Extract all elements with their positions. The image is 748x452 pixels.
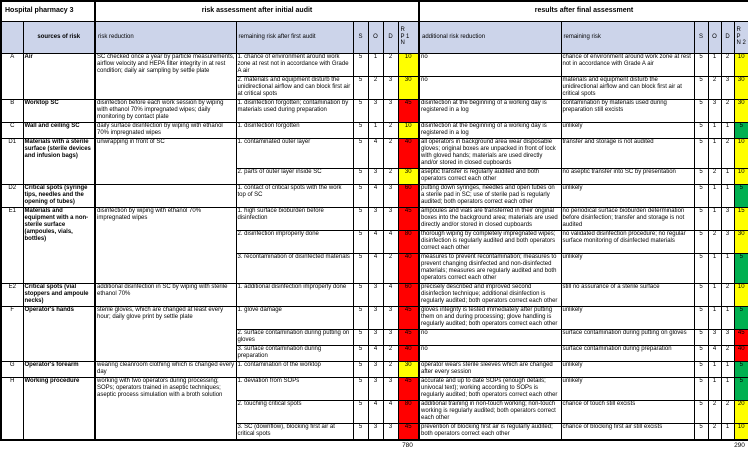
table-row-E1-1 xyxy=(1,207,748,230)
occurrence-1-cell: 3 xyxy=(368,99,383,122)
occurrence-1-cell: 3 xyxy=(368,306,383,329)
col-header-occurrence-2: O xyxy=(708,21,721,53)
severity-1-cell: 5 xyxy=(353,400,368,423)
remaining-risk-first-audit-cell: 1. disinfection forgotten; contamination by materials used during preparation xyxy=(236,99,353,122)
rpn1-cell: 60 xyxy=(398,184,419,207)
occurrence-1-cell: 1 xyxy=(368,53,383,76)
occurrence-2-cell: 1 xyxy=(708,306,721,329)
remaining-risk-first-audit-cell: 1. contamination of the worktop xyxy=(236,361,353,377)
risk-reduction-cell: disinfection by wiping with ethanol 70% impregnated wipes xyxy=(95,207,236,283)
row-id: H xyxy=(1,377,23,440)
additional-risk-reduction-cell: no xyxy=(419,76,561,99)
rpn2-cell: 30 xyxy=(734,230,748,253)
column-header-row xyxy=(1,21,748,53)
rpn2-cell: 5 xyxy=(734,377,748,400)
severity-1-cell: 5 xyxy=(353,306,368,329)
detection-1-cell: 3 xyxy=(383,306,398,329)
rpn1-cell: 45 xyxy=(398,207,419,230)
remaining-risk-first-audit-cell: 3. recontamination of disinfected materials xyxy=(236,253,353,283)
remaining-risk-final-cell: surface contamination during putting on gloves xyxy=(561,329,694,345)
occurrence-2-cell: 2 xyxy=(708,76,721,99)
severity-2-cell: 5 xyxy=(694,423,708,440)
rpn1-cell: 45 xyxy=(398,306,419,329)
risk-reduction-cell: disinfection before each work session by wiping with ethanol 70% impregnated wipes; daily monitoring by contact plate xyxy=(95,99,236,122)
remaining-risk-final-cell: contamination by materials used during preparation still excists xyxy=(561,99,694,122)
page-title: Hospital pharmacy 3 xyxy=(1,1,95,21)
occurrence-1-cell: 3 xyxy=(368,423,383,440)
rpn2-cell: 10 xyxy=(734,53,748,76)
occurrence-1-cell: 3 xyxy=(368,207,383,230)
severity-1-cell: 5 xyxy=(353,283,368,306)
detection-2-cell: 2 xyxy=(721,283,734,306)
detection-1-cell: 3 xyxy=(383,99,398,122)
additional-risk-reduction-cell: thorough wiping by completely impregnated wipes; disinfection is regularly audited and both operators correct each other xyxy=(419,230,561,253)
rpn1-cell: 45 xyxy=(398,377,419,400)
rpn2-cell: 5 xyxy=(734,253,748,283)
table-body xyxy=(1,53,748,440)
remaining-risk-first-audit-cell: 1. contaminated outer layer xyxy=(236,138,353,168)
detection-1-cell: 3 xyxy=(383,76,398,99)
col-header-additional-reduction: additional risk reduction xyxy=(419,21,561,53)
severity-2-cell: 5 xyxy=(694,76,708,99)
rpn2-cell: 10 xyxy=(734,168,748,184)
severity-1-cell: 5 xyxy=(353,230,368,253)
remaining-risk-first-audit-cell: 2. touching critical spots xyxy=(236,400,353,423)
remaining-risk-first-audit-cell: 1. contact of critical spots with the work top of SC xyxy=(236,184,353,207)
rpn2-cell: 40 xyxy=(734,345,748,361)
remaining-risk-first-audit-cell: 3. surface contamination during preparation xyxy=(236,345,353,361)
rpn1-cell: 80 xyxy=(398,400,419,423)
rpn2-cell: 5 xyxy=(734,361,748,377)
rpn1-cell: 30 xyxy=(398,168,419,184)
detection-2-cell: 2 xyxy=(721,99,734,122)
rpn2-cell: 15 xyxy=(734,207,748,230)
occurrence-2-cell: 2 xyxy=(708,230,721,253)
remaining-risk-first-audit-cell: 2. disinfection improperly done xyxy=(236,230,353,253)
remaining-risk-final-cell: transfer and storage is not audited xyxy=(561,138,694,168)
additional-risk-reduction-cell: no xyxy=(419,345,561,361)
remaining-risk-first-audit-cell: 1. high surface bioburden before disinfection xyxy=(236,207,353,230)
additional-risk-reduction-cell: gloves integrity is tested immediately after putting them on and during processing; glove handling is regularly audited; both operators correct each other xyxy=(419,306,561,329)
col-header-occurrence-1: O xyxy=(368,21,383,53)
col-header-detection-2: D xyxy=(721,21,734,53)
rpn1-total: 780 xyxy=(402,441,413,449)
col-header-rpn2-line: R xyxy=(736,27,741,34)
risk-reduction-cell: wearing cleanroom clothing which is changed every day xyxy=(95,361,236,377)
row-id: F xyxy=(1,306,23,361)
detection-2-cell: 3 xyxy=(721,207,734,230)
remaining-risk-first-audit-cell: 2. surface contamination during putting on gloves xyxy=(236,329,353,345)
col-header-id xyxy=(1,21,23,53)
source-of-risk: Working procedure xyxy=(23,377,95,440)
rpn1-cell: 30 xyxy=(398,76,419,99)
rpn2-cell: 30 xyxy=(734,99,748,122)
table-row-A-1 xyxy=(1,53,748,76)
rpn2-cell: 20 xyxy=(734,400,748,423)
occurrence-1-cell: 4 xyxy=(368,230,383,253)
remaining-risk-first-audit-cell: 3. SC (downflow), blocking first air at critical spots xyxy=(236,423,353,440)
detection-2-cell: 1 xyxy=(721,377,734,400)
risk-reduction-cell xyxy=(95,184,236,207)
source-of-risk: Materials and equipment with a non-sterile surface (ampoules, vials, bottles) xyxy=(23,207,95,283)
table-row-C xyxy=(1,122,748,138)
additional-risk-reduction-cell: additional training in non-touch working; non-touch working is regularly audited; both operators correct each other xyxy=(419,400,561,423)
remaining-risk-first-audit-cell: 2. parts of outer layer inside SC xyxy=(236,168,353,184)
remaining-risk-final-cell: chance of blocking first air still excists xyxy=(561,423,694,440)
rpn1-cell: 40 xyxy=(398,345,419,361)
col-header-remaining-first: remaining risk after first audit xyxy=(236,21,353,53)
rpn2-cell: 5 xyxy=(734,184,748,207)
severity-2-cell: 5 xyxy=(694,361,708,377)
severity-1-cell: 5 xyxy=(353,423,368,440)
detection-1-cell: 3 xyxy=(383,184,398,207)
severity-2-cell: 5 xyxy=(694,400,708,423)
source-of-risk: Worktop SC xyxy=(23,99,95,122)
row-id: E2 xyxy=(1,283,23,306)
remaining-risk-final-cell: materials and equipment disturb the unidirectional airflow and can block first air at critical spots xyxy=(561,76,694,99)
additional-risk-reduction-cell: no xyxy=(419,329,561,345)
severity-2-cell: 5 xyxy=(694,99,708,122)
severity-2-cell: 5 xyxy=(694,207,708,230)
risk-reduction-cell: daily surface disinfection by wiping with ethanol 70% impregnated wipes xyxy=(95,122,236,138)
col-header-remaining-final: remaining risk xyxy=(561,21,694,53)
occurrence-1-cell: 3 xyxy=(368,283,383,306)
severity-1-cell: 5 xyxy=(353,361,368,377)
additional-risk-reduction-cell: operator wears sterile sleeves which are changed after every session xyxy=(419,361,561,377)
occurrence-2-cell: 1 xyxy=(708,377,721,400)
row-id: D2 xyxy=(1,184,23,207)
severity-2-cell: 5 xyxy=(694,184,708,207)
severity-1-cell: 5 xyxy=(353,53,368,76)
occurrence-2-cell: 1 xyxy=(708,253,721,283)
remaining-risk-first-audit-cell: 1. disinfection forgotten xyxy=(236,122,353,138)
detection-1-cell: 2 xyxy=(383,168,398,184)
occurrence-2-cell: 2 xyxy=(708,423,721,440)
additional-risk-reduction-cell: putting down syringes, needles and open tubes on a sterile pad in SC; use of sterile pad is regularly audited; both operators correct each other xyxy=(419,184,561,207)
source-of-risk: Critical spots (syringe tips, needles and the opening of tubes) xyxy=(23,184,95,207)
source-of-risk: Critical spots (vial stoppers and ampoule necks) xyxy=(23,283,95,306)
severity-2-cell: 5 xyxy=(694,230,708,253)
table-title-row xyxy=(1,1,748,21)
remaining-risk-first-audit-cell: 1. chance of environment around work zone at rest not in accordance with Grade A air xyxy=(236,53,353,76)
occurrence-2-cell: 1 xyxy=(708,361,721,377)
risk-reduction-cell: SC checked once a year by particle measurements, airflow velocity and HEPA filter integrity in at rest condition; daily air sampling by settle plate xyxy=(95,53,236,99)
table-row-B xyxy=(1,99,748,122)
severity-1-cell: 5 xyxy=(353,168,368,184)
detection-2-cell: 3 xyxy=(721,76,734,99)
remaining-risk-final-cell: still no assurance of a sterile surface xyxy=(561,283,694,306)
additional-risk-reduction-cell: accurate and up to date SOPs (enough details; univocal text); working according to SOPs is regularly audited; both operators correct each other xyxy=(419,377,561,400)
rpn1-cell: 10 xyxy=(398,122,419,138)
remaining-risk-final-cell: no aseptic transfer into SC by presentation xyxy=(561,168,694,184)
detection-1-cell: 3 xyxy=(383,207,398,230)
source-of-risk: Operator's hands xyxy=(23,306,95,361)
additional-risk-reduction-cell: no xyxy=(419,53,561,76)
risk-reduction-cell: additional disinfection in SC by wiping with sterile ethanol 70% xyxy=(95,283,236,306)
source-of-risk: Wall and ceiling SC xyxy=(23,122,95,138)
rpn1-cell: 45 xyxy=(398,99,419,122)
occurrence-2-cell: 4 xyxy=(708,345,721,361)
severity-1-cell: 5 xyxy=(353,122,368,138)
detection-1-cell: 3 xyxy=(383,423,398,440)
severity-2-cell: 5 xyxy=(694,138,708,168)
rpn1-cell: 40 xyxy=(398,253,419,283)
row-id: C xyxy=(1,122,23,138)
severity-1-cell: 5 xyxy=(353,345,368,361)
severity-2-cell: 5 xyxy=(694,253,708,283)
table-row-F-1 xyxy=(1,306,748,329)
severity-2-cell: 5 xyxy=(694,377,708,400)
detection-1-cell: 4 xyxy=(383,230,398,253)
table-row-H-1 xyxy=(1,377,748,400)
remaining-risk-final-cell: unlikely xyxy=(561,361,694,377)
severity-1-cell: 5 xyxy=(353,99,368,122)
occurrence-2-cell: 1 xyxy=(708,184,721,207)
row-id: D1 xyxy=(1,138,23,184)
additional-risk-reduction-cell: precisely described and improved second disinfection technique; additional disinfection is regularly audited; both operators correct each other xyxy=(419,283,561,306)
col-header-rpn1 xyxy=(398,21,419,53)
occurrence-1-cell: 1 xyxy=(368,122,383,138)
rpn2-total: 290 xyxy=(734,441,745,449)
remaining-risk-final-cell: unlikely xyxy=(561,253,694,283)
occurrence-1-cell: 2 xyxy=(368,76,383,99)
additional-risk-reduction-cell: aseptic transfer is regularly audited and both operators correct each other xyxy=(419,168,561,184)
header-final-results: results after final assessment xyxy=(419,1,748,21)
severity-2-cell: 5 xyxy=(694,283,708,306)
rpn1-cell: 30 xyxy=(398,361,419,377)
occurrence-2-cell: 2 xyxy=(708,168,721,184)
severity-1-cell: 5 xyxy=(353,253,368,283)
detection-1-cell: 2 xyxy=(383,361,398,377)
col-header-severity-2: S xyxy=(694,21,708,53)
additional-risk-reduction-cell: disinfection at the beginning of a working day is registered in a log xyxy=(419,122,561,138)
severity-1-cell: 5 xyxy=(353,207,368,230)
totals-row xyxy=(0,441,748,452)
detection-2-cell: 1 xyxy=(721,361,734,377)
additional-risk-reduction-cell: measures to prevent recontamination; measures to prevent changing disinfected and non-disinfected materials; measures are regularly audited and both operators correct each other xyxy=(419,253,561,283)
occurrence-1-cell: 3 xyxy=(368,329,383,345)
occurrence-1-cell: 3 xyxy=(368,361,383,377)
table-row-G xyxy=(1,361,748,377)
source-of-risk: Air xyxy=(23,53,95,99)
occurrence-2-cell: 1 xyxy=(708,207,721,230)
severity-1-cell: 5 xyxy=(353,184,368,207)
detection-2-cell: 1 xyxy=(721,253,734,283)
severity-1-cell: 5 xyxy=(353,377,368,400)
rpn1-cell: 80 xyxy=(398,230,419,253)
detection-2-cell: 1 xyxy=(721,306,734,329)
detection-2-cell: 3 xyxy=(721,329,734,345)
occurrence-2-cell: 3 xyxy=(708,99,721,122)
detection-2-cell: 2 xyxy=(721,400,734,423)
detection-1-cell: 3 xyxy=(383,329,398,345)
occurrence-2-cell: 2 xyxy=(708,400,721,423)
occurrence-1-cell: 4 xyxy=(368,184,383,207)
additional-risk-reduction-cell: disinfection at the beginning of a working day is registered in a log xyxy=(419,99,561,122)
remaining-risk-final-cell: unlikely xyxy=(561,306,694,329)
detection-1-cell: 2 xyxy=(383,345,398,361)
occurrence-1-cell: 4 xyxy=(368,138,383,168)
detection-1-cell: 2 xyxy=(383,122,398,138)
row-id: A xyxy=(1,53,23,99)
occurrence-1-cell: 3 xyxy=(368,377,383,400)
severity-2-cell: 5 xyxy=(694,53,708,76)
risk-reduction-cell: unwrapping in front of SC xyxy=(95,138,236,184)
col-header-rpn1-line: N xyxy=(400,40,405,47)
additional-risk-reduction-cell: ampoules and vials are transferred in their original boxes into the background area; materials are used directly and/or stored in closed cupboards xyxy=(419,207,561,230)
col-header-rpn2 xyxy=(734,21,748,53)
col-header-detection-1: D xyxy=(383,21,398,53)
remaining-risk-final-cell: chance of environment around work zone at rest not in accordance with Grade A air xyxy=(561,53,694,76)
col-header-severity-1: S xyxy=(353,21,368,53)
row-id: E1 xyxy=(1,207,23,283)
rpn1-cell: 45 xyxy=(398,329,419,345)
source-of-risk: Materials with a sterile surface (sterile devices and infusion bags) xyxy=(23,138,95,184)
table-row-E2 xyxy=(1,283,748,306)
rpn1-cell: 40 xyxy=(398,138,419,168)
occurrence-1-cell: 3 xyxy=(368,168,383,184)
remaining-risk-final-cell: no periodical surface bioburden determination before disinfection; transfer and storage is not audited xyxy=(561,207,694,230)
rpn1-cell: 10 xyxy=(398,53,419,76)
col-header-rpn1-line: R xyxy=(400,27,405,34)
rpn2-cell: 10 xyxy=(734,423,748,440)
risk-reduction-cell: sterile gloves, which are changed at least every hour; daily glove print by settle plate xyxy=(95,306,236,361)
remaining-risk-final-cell: unlikely xyxy=(561,122,694,138)
rpn2-cell: 10 xyxy=(734,283,748,306)
detection-2-cell: 2 xyxy=(721,53,734,76)
detection-1-cell: 4 xyxy=(383,283,398,306)
rpn1-cell: 45 xyxy=(398,423,419,440)
remaining-risk-final-cell: unlikely xyxy=(561,184,694,207)
remaining-risk-final-cell: chance of touch still excists xyxy=(561,400,694,423)
table-row-D1-1 xyxy=(1,138,748,168)
detection-2-cell: 1 xyxy=(721,184,734,207)
rpn2-cell: 5 xyxy=(734,122,748,138)
detection-1-cell: 2 xyxy=(383,253,398,283)
detection-2-cell: 1 xyxy=(721,122,734,138)
table-row-D2 xyxy=(1,184,748,207)
detection-2-cell: 3 xyxy=(721,230,734,253)
detection-2-cell: 1 xyxy=(721,168,734,184)
row-id: G xyxy=(1,361,23,377)
detection-2-cell: 2 xyxy=(721,138,734,168)
severity-2-cell: 5 xyxy=(694,306,708,329)
detection-1-cell: 4 xyxy=(383,400,398,423)
occurrence-1-cell: 4 xyxy=(368,345,383,361)
risk-reduction-cell: working with two operators during processing; SOPs; operators trained in aseptic techniques; aseptic process simulation with a broth solution xyxy=(95,377,236,440)
header-initial-audit: risk assessment after initial audit xyxy=(95,1,419,21)
rpn1-cell: 60 xyxy=(398,283,419,306)
severity-1-cell: 5 xyxy=(353,76,368,99)
severity-2-cell: 5 xyxy=(694,345,708,361)
occurrence-1-cell: 4 xyxy=(368,400,383,423)
rpn2-cell: 10 xyxy=(734,138,748,168)
severity-2-cell: 5 xyxy=(694,168,708,184)
row-id: B xyxy=(1,99,23,122)
source-of-risk: Operator's forearm xyxy=(23,361,95,377)
col-header-rpn1-line: P 1 xyxy=(400,33,410,40)
remaining-risk-final-cell: surface contamination during preparation xyxy=(561,345,694,361)
detection-1-cell: 3 xyxy=(383,377,398,400)
detection-2-cell: 2 xyxy=(721,345,734,361)
occurrence-2-cell: 3 xyxy=(708,329,721,345)
rpn2-cell: 30 xyxy=(734,76,748,99)
occurrence-2-cell: 1 xyxy=(708,138,721,168)
remaining-risk-first-audit-cell: 2. materials and equipment disturb the unidirectional airflow and can block first air at critical spots xyxy=(236,76,353,99)
occurrence-2-cell: 1 xyxy=(708,53,721,76)
remaining-risk-first-audit-cell: 1. additional disinfection improperly done xyxy=(236,283,353,306)
additional-risk-reduction-cell: all operators in background area wear disposable gloves; original boxes are unpacked in front of lock with gloved hands; materials are used directly and/or stored in closed cupboards xyxy=(419,138,561,168)
rpn2-cell: 45 xyxy=(734,329,748,345)
remaining-risk-first-audit-cell: 1. deviation from SOPs xyxy=(236,377,353,400)
remaining-risk-final-cell: unlikely xyxy=(561,377,694,400)
col-header-rpn2-line: N 2 xyxy=(736,40,746,47)
remaining-risk-final-cell: no validated disinfection procedure; no regular surface monitoring of disinfected materials xyxy=(561,230,694,253)
severity-1-cell: 5 xyxy=(353,329,368,345)
occurrence-2-cell: 1 xyxy=(708,122,721,138)
rpn2-cell: 5 xyxy=(734,306,748,329)
col-header-rpn2-line: P xyxy=(736,33,741,40)
severity-2-cell: 5 xyxy=(694,329,708,345)
detection-1-cell: 2 xyxy=(383,53,398,76)
severity-1-cell: 5 xyxy=(353,138,368,168)
col-header-sources: sources of risk xyxy=(23,21,95,53)
additional-risk-reduction-cell: prevention of blocking first air is regularly audited; both operators correct each other xyxy=(419,423,561,440)
severity-2-cell: 5 xyxy=(694,122,708,138)
remaining-risk-first-audit-cell: 1. glove damage xyxy=(236,306,353,329)
occurrence-1-cell: 4 xyxy=(368,253,383,283)
detection-1-cell: 2 xyxy=(383,138,398,168)
detection-2-cell: 1 xyxy=(721,423,734,440)
col-header-risk-reduction: risk reduction xyxy=(95,21,236,53)
occurrence-2-cell: 1 xyxy=(708,283,721,306)
